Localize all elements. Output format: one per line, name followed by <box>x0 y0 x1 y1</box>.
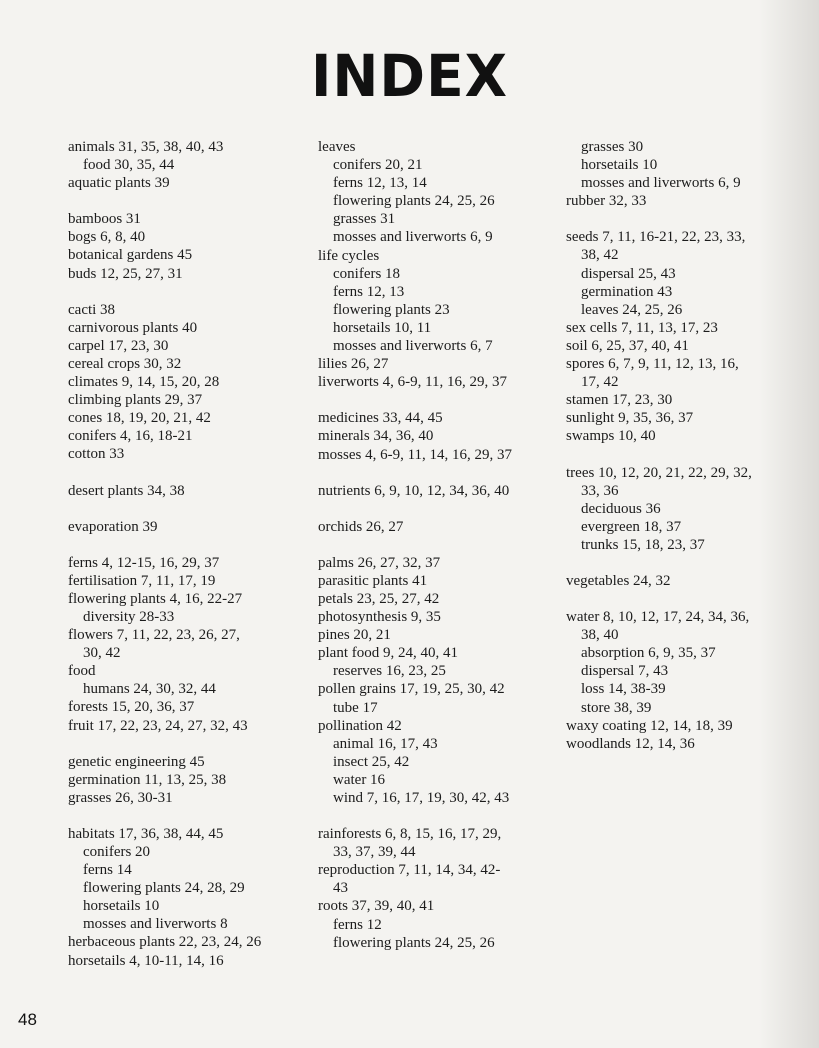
index-entry: seeds 7, 11, 16-21, 22, 23, 33, <box>566 229 746 246</box>
index-subentry: flowering plants 23 <box>333 301 450 318</box>
index-entry: forests 15, 20, 36, 37 <box>68 699 195 716</box>
index-subentry: animal 16, 17, 43 <box>333 735 438 752</box>
index-subentry: insect 25, 42 <box>333 753 410 770</box>
index-subentry: evergreen 18, 37 <box>581 518 682 535</box>
index-column-3 <box>566 138 806 753</box>
index-subentry: leaves 24, 25, 26 <box>581 301 683 318</box>
index-subentry: water 16 <box>333 771 386 788</box>
index-entry: flowers 7, 11, 22, 23, 26, 27, <box>68 627 240 644</box>
index-subentry: 33, 37, 39, 44 <box>333 844 416 861</box>
index-entry: evaporation 39 <box>68 518 158 535</box>
index-subentry: mosses and liverworts 6, 7 <box>333 338 493 355</box>
index-entry: orchids 26, 27 <box>318 518 404 535</box>
index-subentry: dispersal 7, 43 <box>581 663 669 680</box>
index-entry: roots 37, 39, 40, 41 <box>318 898 435 915</box>
index-subentry: mosses and liverworts 8 <box>83 916 228 933</box>
index-entry: medicines 33, 44, 45 <box>318 410 443 427</box>
index-entry: aquatic plants 39 <box>68 175 170 192</box>
index-subentry: store 38, 39 <box>581 699 652 716</box>
index-entry: minerals 34, 36, 40 <box>318 428 434 445</box>
index-subentry: horsetails 10 <box>83 898 160 915</box>
index-entry: swamps 10, 40 <box>566 428 656 445</box>
index-entry: mosses 4, 6-9, 11, 14, 16, 29, 37 <box>318 446 513 463</box>
index-subentry: grasses 30 <box>581 139 644 155</box>
index-subentry: ferns 12, 13, 14 <box>333 175 427 192</box>
index-entry: spores 6, 7, 9, 11, 12, 13, 16, <box>566 356 739 373</box>
index-entry: buds 12, 25, 27, 31 <box>68 265 183 282</box>
index-subentry: 43 <box>333 880 348 897</box>
index-entry: rubber 32, 33 <box>566 193 647 210</box>
index-subentry: mosses and liverworts 6, 9 <box>333 229 493 246</box>
index-subentry: reserves 16, 23, 25 <box>333 663 446 680</box>
index-subentry: horsetails 10, 11 <box>333 319 432 336</box>
index-entry: carpel 17, 23, 30 <box>68 337 169 354</box>
index-entry: carnivorous plants 40 <box>68 319 198 336</box>
index-entry: ferns 4, 12-15, 16, 29, 37 <box>68 554 220 571</box>
index-subentry: ferns 12 <box>333 916 382 933</box>
index-entry: herbaceous plants 22, 23, 24, 26 <box>68 934 262 951</box>
index-entry: pines 20, 21 <box>318 627 391 644</box>
index-entry: fertilisation 7, 11, 17, 19 <box>68 572 216 589</box>
index-subentry: conifers 20, 21 <box>333 157 423 174</box>
index-entry: botanical gardens 45 <box>68 247 193 264</box>
index-entry: food <box>68 663 96 680</box>
index-subentry: 30, 42 <box>83 645 121 662</box>
index-column-1 <box>68 138 308 970</box>
index-subentry: tube 17 <box>333 699 378 716</box>
index-entry: grasses 26, 30-31 <box>68 789 173 806</box>
index-subentry: mosses and liverworts 6, 9 <box>581 175 741 192</box>
index-subentry: germination 43 <box>581 283 673 300</box>
index-entry: water 8, 10, 12, 17, 24, 34, 36, <box>566 609 750 626</box>
index-entry: climates 9, 14, 15, 20, 28 <box>68 374 220 391</box>
index-entry: liverworts 4, 6-9, 11, 16, 29, 37 <box>318 374 508 391</box>
index-entry: cotton 33 <box>68 446 125 463</box>
index-entry: sunlight 9, 35, 36, 37 <box>566 410 694 427</box>
index-entry: sex cells 7, 11, 13, 17, 23 <box>566 319 718 336</box>
index-entry: petals 23, 25, 27, 42 <box>318 590 440 607</box>
index-subentry: food 30, 35, 44 <box>83 157 175 174</box>
index-subentry: absorption 6, 9, 35, 37 <box>581 645 716 662</box>
index-subentry: ferns 12, 13 <box>333 283 405 300</box>
index-entry: leaves <box>318 139 356 155</box>
index-subentry: 17, 42 <box>581 374 619 391</box>
index-entry: vegetables 24, 32 <box>566 572 671 589</box>
index-entry: parasitic plants 41 <box>318 572 428 589</box>
page-title: INDEX <box>310 42 509 110</box>
index-subentry: conifers 20 <box>83 844 151 860</box>
index-subentry: flowering plants 24, 25, 26 <box>333 193 495 210</box>
index-subentry: dispersal 25, 43 <box>581 265 676 282</box>
index-entry: soil 6, 25, 37, 40, 41 <box>566 337 689 354</box>
index-entry: fruit 17, 22, 23, 24, 27, 32, 43 <box>68 717 248 734</box>
index-subentry: grasses 31 <box>333 211 396 228</box>
index-entry: habitats 17, 36, 38, 44, 45 <box>68 825 224 842</box>
index-subentry: loss 14, 38-39 <box>581 681 666 698</box>
index-entry: waxy coating 12, 14, 18, 39 <box>566 717 733 734</box>
index-entry: conifers 4, 16, 18-21 <box>68 428 193 445</box>
index-subentry: deciduous 36 <box>581 500 661 517</box>
index-entry: plant food 9, 24, 40, 41 <box>318 645 458 662</box>
index-subentry: 38, 42 <box>581 247 619 264</box>
index-entry: woodlands 12, 14, 36 <box>566 735 695 752</box>
index-subentry: horsetails 10 <box>581 157 658 174</box>
index-subentry: wind 7, 16, 17, 19, 30, 42, 43 <box>333 790 510 806</box>
index-entry: stamen 17, 23, 30 <box>566 392 673 409</box>
index-entry: cones 18, 19, 20, 21, 42 <box>68 410 211 427</box>
index-entry: germination 11, 13, 25, 38 <box>68 771 227 788</box>
index-entry: pollination 42 <box>318 717 402 734</box>
index-entry: cereal crops 30, 32 <box>68 355 182 372</box>
index-entry: climbing plants 29, 37 <box>68 392 203 409</box>
index-subentry: 38, 40 <box>581 627 619 644</box>
index-entry: cacti 38 <box>68 301 116 318</box>
index-entry: photosynthesis 9, 35 <box>318 609 441 626</box>
index-entry: palms 26, 27, 32, 37 <box>318 554 441 571</box>
index-entry: horsetails 4, 10-11, 14, 16 <box>68 952 224 969</box>
index-entry: pollen grains 17, 19, 25, 30, 42 <box>318 681 505 698</box>
index-entry: desert plants 34, 38 <box>68 482 185 499</box>
page-number: 48 <box>18 1010 37 1029</box>
index-subentry: humans 24, 30, 32, 44 <box>83 681 216 698</box>
index-entry: flowering plants 4, 16, 22-27 <box>68 590 243 607</box>
index-subentry: ferns 14 <box>83 862 132 879</box>
index-entry: bogs 6, 8, 40 <box>68 229 146 246</box>
index-entry: nutrients 6, 9, 10, 12, 34, 36, 40 <box>318 482 510 499</box>
index-entry: bamboos 31 <box>68 211 141 228</box>
index-entry: reproduction 7, 11, 14, 34, 42- <box>318 862 501 879</box>
index-subentry: 33, 36 <box>581 482 619 499</box>
index-entry: lilies 26, 27 <box>318 356 389 373</box>
index-entry: life cycles <box>318 247 380 264</box>
index-column-2 <box>318 138 558 952</box>
index-entry: trees 10, 12, 20, 21, 22, 29, 32, <box>566 464 752 481</box>
index-subentry: flowering plants 24, 25, 26 <box>333 934 495 951</box>
index-subentry: diversity 28-33 <box>83 608 175 625</box>
index-entry: genetic engineering 45 <box>68 753 205 770</box>
index-entry: rainforests 6, 8, 15, 16, 17, 29, <box>318 826 502 843</box>
index-subentry: conifers 18 <box>333 265 401 282</box>
index-subentry: flowering plants 24, 28, 29 <box>83 880 245 897</box>
index-entry: animals 31, 35, 38, 40, 43 <box>68 139 224 155</box>
index-subentry: trunks 15, 18, 23, 37 <box>581 536 705 553</box>
